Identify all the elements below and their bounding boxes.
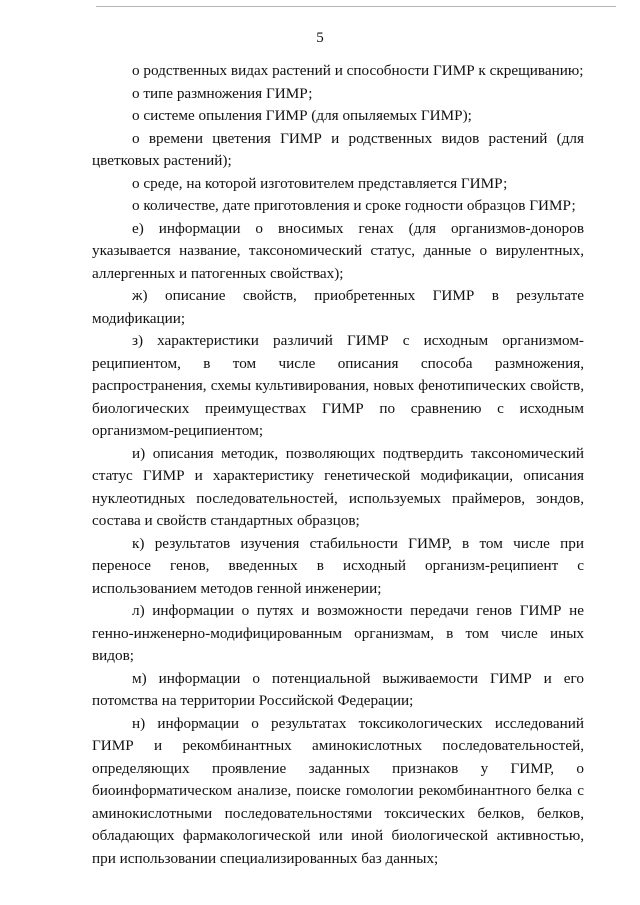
paragraph-item-zh: ж) описание свойств, приобретенных ГИМР в результате модификации; [92,287,584,327]
paragraph-item-e: е) информации о вносимых генах (для организмов-доноров указывается название, таксономический статус, данные о вирулентных, аллергенных и патогенных свойствах); [92,219,584,282]
paragraph-item-l: л) информации о путях и возможности передачи генов ГИМР не генно-инженерно-модифицированным организмам, в том числе иных видов; [92,602,584,664]
paragraph-related-species: о родственных видах растений и способности ГИМР к скрещиванию; [132,62,584,79]
page-number: 5 [316,30,324,46]
paragraph-item-m: м) информации о потенциальной выживаемости ГИМР и его потомства на территории Российской Федерации; [92,669,584,709]
paragraph-reproduction-type: о типе размножения ГИМР; [132,84,313,102]
paragraph-pollination-system: о системе опыления ГИМР (для опыляемых ГИМР); [132,107,472,124]
paragraph-sample-quantity: о количестве, дате приготовления и сроке годности образцов ГИМР; [132,197,576,214]
top-border-line [96,6,616,7]
document-body [92,60,584,870]
paragraph-item-z: з) характеристики различий ГИМР с исходным организмом-реципиентом, в том числе описания способа размножения, распространения, схемы культивирования, новых фенотипических свойств, биологических преимуществах ГИМР по сравнению с исходным организмом-реципиентом; [92,332,584,439]
paragraph-item-i: и) описания методик, позволяющих подтвердить таксономический статус ГИМР и характеристику генетической модификации, описания нуклеотидных последовательностей, используемых праймеров, зондов, состава и свойств стандартных образцов; [92,444,584,529]
paragraph-item-k: к) результатов изучения стабильности ГИМР, в том числе при переносе генов, введенных в исходный организм-реципиент с использованием методов генной инженерии; [92,534,584,597]
paragraph-medium: о среде, на которой изготовителем представляется ГИМР; [132,174,508,192]
paragraph-flowering-time: о времени цветения ГИМР и родственных видов растений (для цветковых растений); [92,129,584,169]
paragraph-item-n: н) информации о результатах токсикологических исследований ГИМР и рекомбинантных аминокислотных последовательностей, определяющих проявление заданных признаков у ГИМР, о биоинформатическом анализе, поиске гомологии рекомбинантного белка с аминокислотными последовательностями токсических белков, белков, обладающих фармакологической или иной биологической активностью, при использовании специализированных баз данных; [92,714,584,867]
